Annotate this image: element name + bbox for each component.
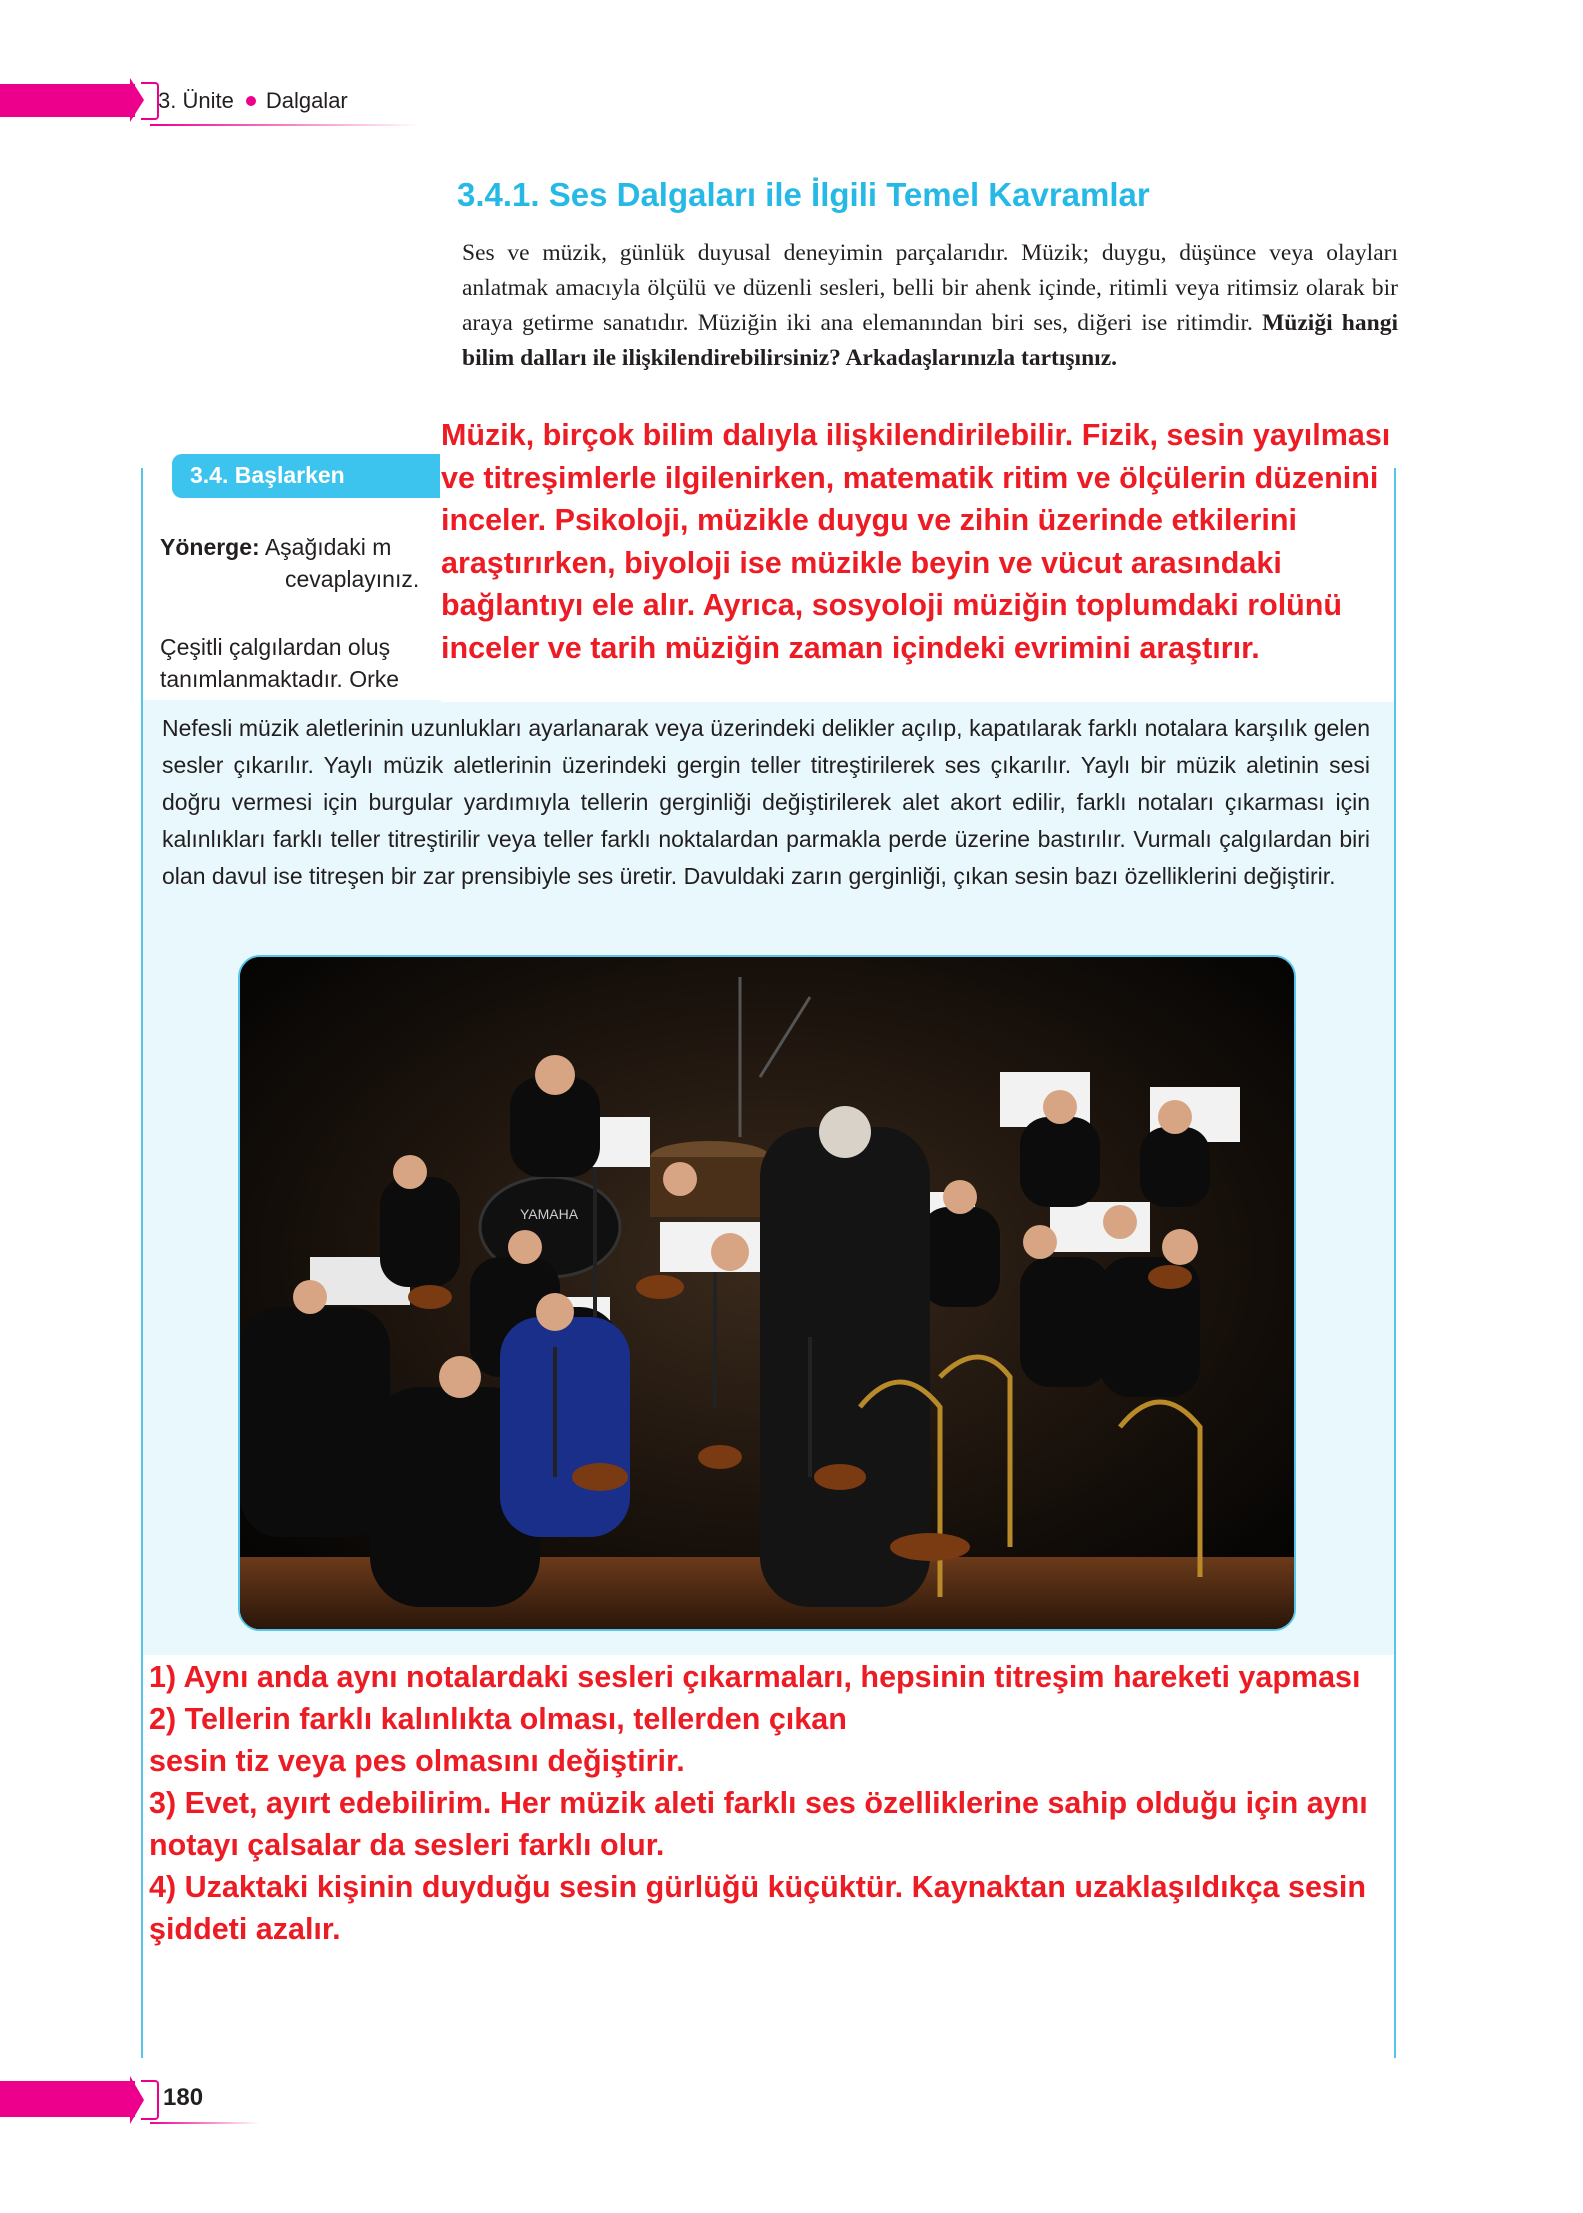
orchestra-illustration — [240, 957, 1294, 1629]
footer-underline — [150, 2122, 260, 2124]
answer-2: 2) Tellerin farklı kalınlıkta olması, tellerden çıkan sesin tiz veya pes olmasını değiştirir. — [149, 1702, 847, 1778]
header-underline — [150, 124, 420, 126]
orchestra-text-2: tanımlanmaktadır. Orke — [160, 666, 400, 692]
drum-brand-text: YAMAHA — [520, 1206, 579, 1222]
header-chevron-outline-icon — [141, 82, 159, 120]
answer-3: 3) Evet, ayırt edebilirim. Her müzik aleti farklı ses özelliklerine sahip olduğu için aynı notayı çalsalar da sesleri farklı olur. — [149, 1786, 1368, 1862]
topic-label: Dalgalar — [265, 88, 348, 113]
intro-question: Müziği hangi bilim dalları ile ilişkilendirebilirsiniz? Arkadaşlarınızla tartışınız. — [462, 310, 1398, 371]
answer-1: 1) Aynı anda aynı notalardaki sesleri çıkarmaları, hepsinin titreşim hareketi yapması — [149, 1660, 1361, 1694]
bullet-dot-icon — [246, 96, 256, 106]
instruction-text: Aşağıdaki m — [264, 534, 392, 560]
instruments-paragraph: Nefesli müzik aletlerinin uzunlukları ayarlanarak veya üzerindeki delikler açılıp, kapatılarak farklı notalara karşılık gelen sesler çıkarılır. Yaylı müzik aletlerinin üzerindeki gergin teller titreştirilerek ses çıkarılır. Yaylı bir müzik aletinin sesi doğru vermesi için burgular yardımıyla tellerin gerginliği değiştirilerek alet akort edilir, farklı notaları çıkarması için kalınlıkları farklı teller titreştirilir veya teller farklı noktalardan parmakla perde üzerine bastırılır. Vurmalı çalgılardan biri olan davul ise titreşen bir zar prensibiyle ses üretir. Davuldaki zarın gerginliği, çıkan sesin bazı özelliklerini değiştirir. — [162, 715, 1370, 889]
intro-text: Ses ve müzik, günlük duyusal deneyimin parçalarıdır. Müzik; duygu, düşünce veya olayları anlatmak amacıyla ölçülü ve düzenli sesleri, belli bir ahenk içinde, ritimli veya ritimsiz olarak bir araya getirme sanatıdır. Müziğin iki ana elemanından biri ses, diğeri ise ritimdir. — [462, 240, 1398, 336]
activity-tab-label: 3.4. Başlarken — [190, 462, 345, 488]
header-bar — [0, 84, 135, 117]
answer-4: 4) Uzaktaki kişinin duyduğu sesin gürlüğü küçüktür. Kaynaktan uzaklaşıldıkça sesin şiddeti azalır. — [149, 1870, 1366, 1946]
science-answer: Müzik, birçok bilim dalıyla ilişkilendirilebilir. Fizik, sesin yayılması ve titreşimlerle ilgilenirken, matematik ritim ve ölçülerin düzenini inceler. Psikoloji, müzikle duygu ve zihin üzerinde etkilerini araştırırken, biyoloji ise müzikle beyin ve vücut arasındaki bağlantıyı ele alır. Ayrıca, sosyoloji müziğin toplumdaki rolünü inceler ve tarih müziğin zaman içindeki evrimini araştırır. — [441, 418, 1391, 665]
page-number: 180 — [163, 2084, 204, 2111]
answers-list — [149, 1656, 1389, 1950]
unit-label: 3. Ünite — [158, 88, 234, 113]
running-header — [158, 88, 348, 114]
orchestra-text-1: Çeşitli çalgılardan oluş — [160, 634, 391, 660]
intro-paragraph — [462, 236, 1398, 376]
section-title: 3.4.1. Ses Dalgaları ile İlgili Temel Kavramlar — [457, 176, 1150, 213]
instruction-label: Yönerge: — [160, 534, 260, 560]
instruction-line — [160, 528, 391, 566]
instruction-text-2: cevaplayınız. — [285, 566, 420, 592]
orchestra-photo — [238, 955, 1296, 1631]
footer-bar — [0, 2081, 135, 2117]
footer-chevron-outline-icon — [141, 2080, 159, 2120]
